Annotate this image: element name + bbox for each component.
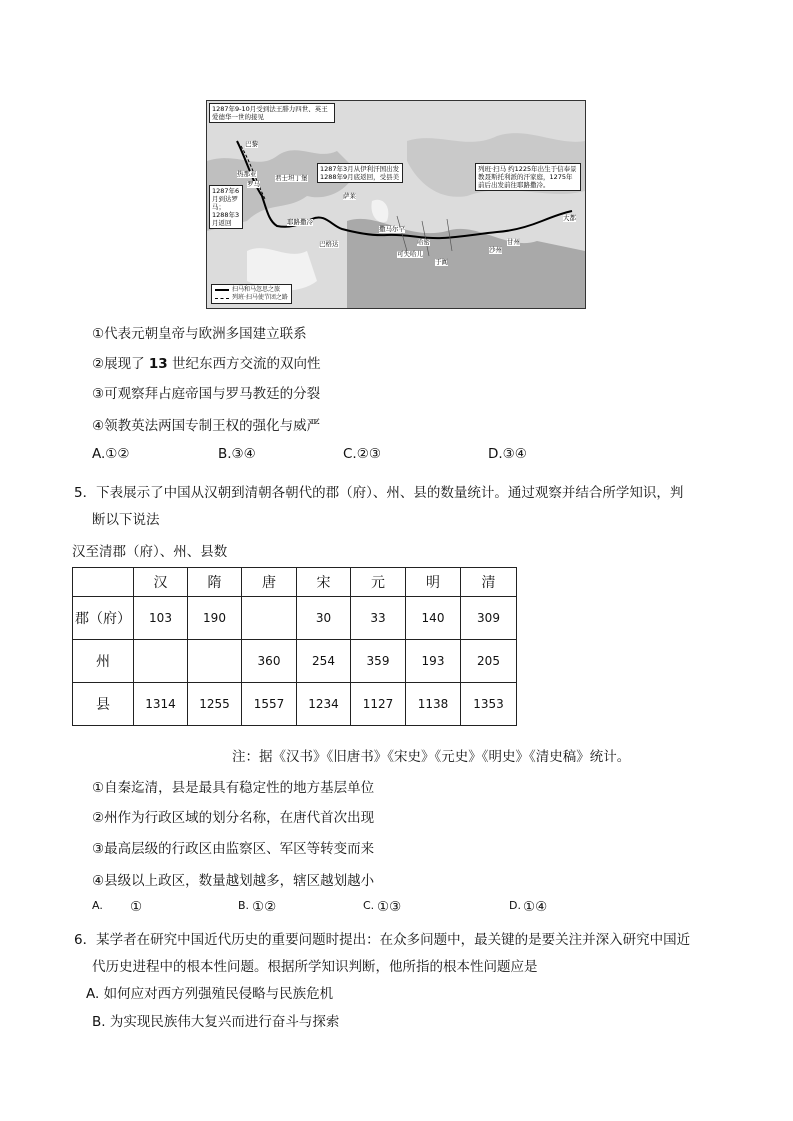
table-cell: 205	[461, 640, 517, 683]
table-cell	[242, 597, 297, 640]
q4-statement-3: ③可观察拜占庭帝国与罗马教廷的分裂	[92, 386, 321, 402]
q5-stem-line2: 断以下说法	[92, 512, 160, 528]
map-legend	[211, 284, 292, 304]
q5-statement-2: ②州作为行政区域的划分名称，在唐代首次出现	[92, 810, 375, 826]
table-cell: 193	[406, 640, 461, 683]
map-annotation-rabban: 列班·扫马 约1225年出生于信奉景教聂斯托利派的汗家庭，1275年前后出发前往耶路撒冷。	[475, 163, 581, 191]
map-label-dadu: 大都	[563, 214, 576, 222]
table-cell: 140	[406, 597, 461, 640]
q6-option-a[interactable]: A. 如何应对西方列强殖民侵略与民族危机	[86, 986, 334, 1002]
q5-data-table	[72, 567, 517, 726]
q5-choice-d-value: ①④	[523, 899, 548, 915]
table-header-ming: 明	[406, 568, 461, 597]
map-annotation-france: 1287年9-10月受到法王腓力四世、英王爱德华一世的接见	[209, 103, 335, 123]
q5-statement-3: ③最高层级的行政区由监察区、军区等转变而来	[92, 841, 375, 857]
map-label-kashgar: 可失哈儿	[397, 250, 423, 258]
map-label-constantinople: 君士坦丁堡	[275, 174, 308, 182]
q5-choice-b-value: ①②	[252, 899, 277, 915]
q4-statement-1: ①代表元朝皇帝与欧洲多国建立联系	[92, 326, 307, 342]
table-row	[73, 597, 517, 640]
table-header-sui: 隋	[188, 568, 242, 597]
q5-choice-c-letter: C.	[363, 899, 375, 912]
q4-statement-2-century: 13	[148, 356, 168, 372]
legend-item-mission: 列班·扫马使节团之路	[232, 294, 288, 301]
table-row-label: 州	[73, 640, 134, 683]
table-cell: 360	[242, 640, 297, 683]
table-cell: 1557	[242, 683, 297, 726]
q5-table-note: 注：据《汉书》《旧唐书》《宋史》《元史》《明史》《清史稿》统计。	[232, 749, 631, 765]
q4-statement-2-pre: ②展现了	[92, 356, 149, 372]
q4-choice-a[interactable]: A.①②	[92, 446, 130, 462]
table-row	[73, 683, 517, 726]
q4-statement-2	[92, 352, 321, 372]
map-terrain	[207, 101, 585, 308]
table-header-tang: 唐	[242, 568, 297, 597]
table-row-label: 郡（府）	[73, 597, 134, 640]
map-label-jerusalem: 耶路撒冷	[287, 218, 313, 226]
q5-choice-d[interactable]	[509, 899, 547, 915]
table-header-han: 汉	[134, 568, 188, 597]
q4-choice-c[interactable]: C.②③	[343, 446, 381, 462]
q6-stem-line2: 代历史进程中的根本性问题。根据所学知识判断，他所指的根本性问题应是	[92, 959, 538, 975]
map-label-shazhou: 沙州	[489, 246, 502, 254]
table-cell: 103	[134, 597, 188, 640]
table-header-yuan: 元	[351, 568, 406, 597]
legend-item-journey: 扫马和马忽思之旅	[232, 286, 281, 293]
table-header-song: 宋	[297, 568, 351, 597]
map-label-baghdad: 巴格达	[319, 240, 339, 248]
table-cell: 1314	[134, 683, 188, 726]
q5-choice-c[interactable]	[363, 899, 401, 915]
q5-choice-b[interactable]	[238, 899, 276, 915]
q5-choice-a-letter: A.	[92, 899, 103, 912]
table-cell: 309	[461, 597, 517, 640]
table-header-qing: 清	[461, 568, 517, 597]
q5-choice-b-letter: B.	[238, 899, 250, 912]
map-label-samarkand: 撒马尔罕	[379, 225, 405, 233]
map-label-hami: 哈密	[417, 238, 430, 246]
q4-choice-b[interactable]: B.③④	[218, 446, 256, 462]
table-cell: 1255	[188, 683, 242, 726]
table-header-row	[73, 568, 517, 597]
table-cell: 33	[351, 597, 406, 640]
q5-statement-1: ①自秦迄清，县是最具有稳定性的地方基层单位	[92, 780, 375, 796]
q5-table-title: 汉至清郡（府）、州、县数	[72, 544, 228, 560]
q4-statement-2-post: 世纪东西方交流的双向性	[167, 356, 321, 372]
table-cell: 30	[297, 597, 351, 640]
table-row	[73, 640, 517, 683]
map-label-ganzhou: 甘州	[507, 238, 520, 246]
map-label-paris: 巴黎	[245, 140, 258, 148]
map-label-khotan: 于阗	[435, 258, 448, 266]
table-cell: 1138	[406, 683, 461, 726]
q6-option-b[interactable]: B. 为实现民族伟大复兴而进行奋斗与探索	[92, 1014, 340, 1030]
table-cell: 1353	[461, 683, 517, 726]
table-cell: 254	[297, 640, 351, 683]
map-label-sarai: 萨莱	[343, 192, 356, 200]
table-cell: 1234	[297, 683, 351, 726]
route-map	[206, 100, 586, 309]
q6-stem-line1: 6．某学者在研究中国近代历史的重要问题时提出：在众多问题中，最关键的是要关注并深入研究中国近	[74, 932, 691, 948]
table-header-corner	[73, 568, 134, 597]
table-cell	[188, 640, 242, 683]
table-cell	[134, 640, 188, 683]
map-label-rome: 罗马	[247, 180, 260, 188]
q4-statement-4: ④领教英法两国专制王权的强化与威严	[92, 418, 321, 434]
table-cell: 190	[188, 597, 242, 640]
q5-statement-4: ④县级以上政区，数量越划越多，辖区越划越小	[92, 873, 375, 889]
map-annotation-departure: 1287年3月从伊利汗国出发1288年9月底返回，受县美	[317, 163, 403, 183]
table-cell: 1127	[351, 683, 406, 726]
table-row-label: 县	[73, 683, 134, 726]
map-annotation-rome: 1287年6月到达罗马；1288年3月返回	[209, 185, 243, 229]
q4-choice-d[interactable]: D.③④	[488, 446, 527, 462]
q5-choice-a[interactable]	[92, 899, 142, 915]
q5-choice-d-letter: D.	[509, 899, 521, 912]
q5-choice-a-value: ①	[130, 899, 143, 915]
q5-stem-line1: 5．下表展示了中国从汉朝到清朝各朝代的郡（府）、州、县的数量统计。通过观察并结合所学知识，判	[74, 485, 684, 501]
table-cell: 359	[351, 640, 406, 683]
map-label-genoa: 热那亚	[237, 170, 257, 178]
q5-choice-c-value: ①③	[377, 899, 402, 915]
